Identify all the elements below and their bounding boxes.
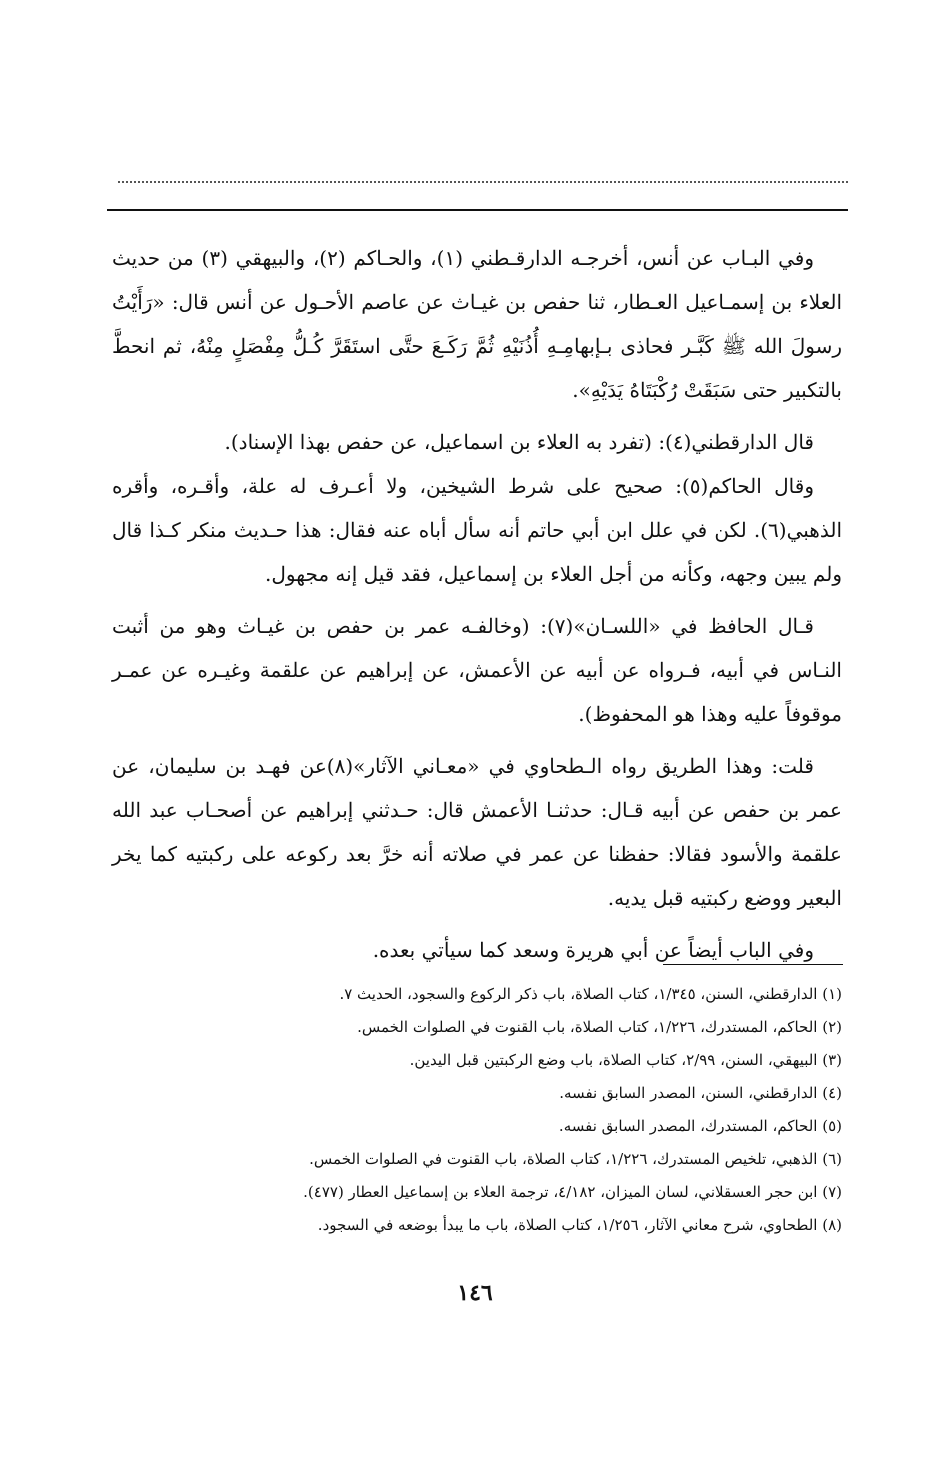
footnote: (٨) الطحاوي، شرح معاني الآثار، ١/٢٥٦، كتاب الصلاة، باب ما يبدأ بوضعه في السجود.: [317, 1216, 842, 1234]
footnote: (٥) الحاكم، المستدرك، المصدر السابق نفسه.: [558, 1117, 842, 1135]
footnote: (٤) الدارقطني، السنن، المصدر السابق نفسه.: [559, 1084, 842, 1102]
header-dotted-rule: [118, 181, 848, 183]
footnotes: [112, 978, 842, 1242]
page-number: ١٤٦: [457, 1280, 493, 1306]
paragraph: وقال الحاكم(٥): صحيح على شرط الشيخين، ولا أعـرف له علة، وأقـره، وأقره الذهبي(٦). لكن في علل ابن أبي حاتم أنه سأل أباه عنه فقال: هذا حـديث منكر كـذا قال ولم يبين وجهه، وكأنه من أجل العلاء بن إسماعيل، فقد قيل إنه مجهول.: [112, 474, 842, 586]
footnote-separator: [663, 964, 843, 965]
paragraph: قـال الحافظ في «اللسـان»(٧): (وخالفـه عمر بن حفص بن غيـاث وهو من أثبت النـاس في أبيه، فـرواه عن أبيه عن الأعمش، عن إبراهيم عن علقمة وغيـره عن عمـر موقوفاً عليه وهذا هو المحفوظ).: [112, 614, 842, 726]
footnote: (٦) الذهبي، تلخيص المستدرك، ١/٢٢٦، كتاب الصلاة، باب القنوت في الصلوات الخمس.: [309, 1150, 842, 1168]
paragraph: قال الدارقطني(٤): (تفرد به العلاء بن اسماعيل، عن حفص بهذا الإسناد).: [224, 430, 814, 454]
footnote: (٢) الحاكم، المستدرك، ١/٢٢٦، كتاب الصلاة، باب القنوت في الصلوات الخمس.: [357, 1018, 842, 1036]
paragraph: وفي الباب أيضاً عن أبي هريرة وسعد كما سيأتي بعده.: [372, 938, 814, 962]
paragraph: وفي البـاب عن أنس، أخرجـه الدارقـطني (١)، والحـاكم (٢)، والبيهقي (٣) من حديث العلاء بن إسمـاعيل العـطار، ثنا حفص بن غيـاث عن عاصم الأحـول عن أنس قال: «رَأَيْتُ رسولَ الله ﷺ كَبَّـر فحاذى بـإبهامِـهِ أُذُنَيْهِ ثُمَّ رَكَـعَ حتَّى استَقَرَّ كُـلُّ مِفْصَلٍ مِنْهُ، ثم انحطَّ بالتكبير حتى سَبَقَتْ رُكْبَتَاهُ يَدَيْهِ».: [112, 246, 842, 402]
footnote: (١) الدارقطني، السنن، ١/٣٤٥، كتاب الصلاة، باب ذكر الركوع والسجود، الحديث ٧.: [339, 985, 842, 1003]
main-text: [112, 236, 842, 972]
footnote: (٧) ابن حجر العسقلاني، لسان الميزان، ٤/١٨٢، ترجمة العلاء بن إسماعيل العطار (٤٧٧).: [303, 1183, 842, 1201]
header-solid-rule: [107, 209, 848, 211]
paragraph: قلت: وهذا الطريق رواه الـطحاوي في «معـاني الآثار»(٨)عن فهـد بن سليمان، عن عمر بن حفص عن أبيه قـال: حدثنـا الأعمش قال: حـدثني إبراهيم عن أصحـاب عبد الله علقمة والأسود فقالا: حفظنا عن عمر في صلاته أنه خرَّ بعد ركوعه على ركبتيه كما يخر البعير ووضع ركبتيه قبل يديه.: [112, 754, 842, 910]
footnote: (٣) البيهقي، السنن، ٢/٩٩، كتاب الصلاة، باب وضع الركبتين قبل اليدين.: [409, 1051, 842, 1069]
